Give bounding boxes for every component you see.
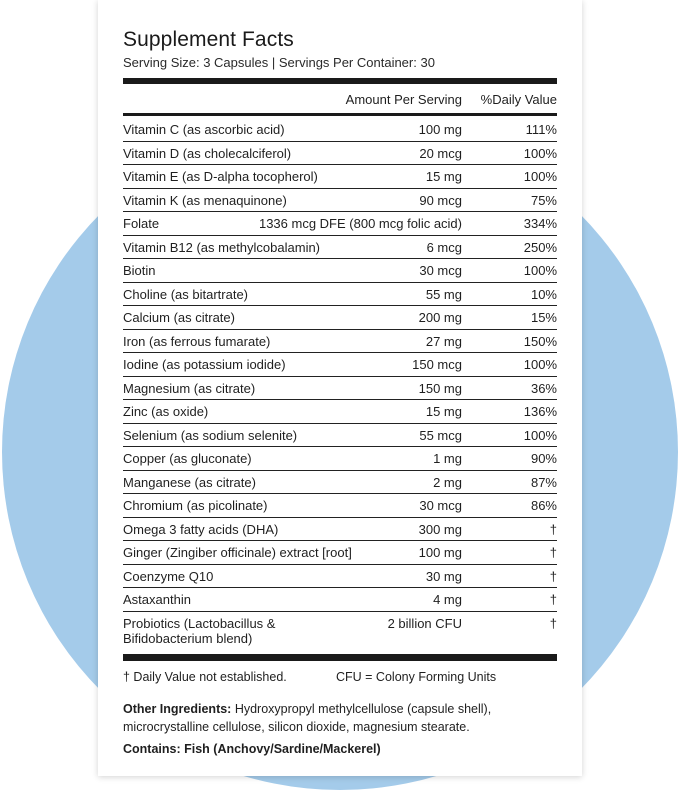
- nutrient-name: Copper (as gluconate): [123, 451, 252, 466]
- nutrient-daily-value: 136%: [523, 404, 557, 419]
- nutrient-daily-value: 100%: [523, 169, 557, 184]
- nutrient-name: Ginger (Zingiber officinale) extract [root]: [123, 545, 352, 560]
- nutrient-row: [123, 612, 557, 650]
- footnote-daily-value: † Daily Value not established.: [123, 670, 287, 684]
- nutrient-row: [123, 447, 557, 471]
- nutrient-name: Iodine (as potassium iodide): [123, 357, 286, 372]
- nutrient-row: [123, 118, 557, 142]
- nutrient-amount: 4 mg: [433, 592, 462, 607]
- nutrient-amount: 300 mg: [418, 521, 462, 537]
- nutrient-row: [123, 283, 557, 307]
- nutrient-amount: 15 mg: [425, 169, 462, 184]
- nutrient-row: [123, 588, 557, 612]
- nutrient-row: [123, 565, 557, 589]
- nutrient-amount: 1336 mcg DFE (800 mcg folic acid): [258, 216, 462, 231]
- amount-column-header: Amount Per Serving: [345, 92, 462, 107]
- nutrient-name: Magnesium (as citrate): [123, 380, 256, 396]
- nutrient-row: [123, 377, 557, 401]
- nutrient-daily-value: 90%: [530, 451, 557, 466]
- nutrient-row: [123, 330, 557, 354]
- nutrient-amount: 20 mcg: [419, 145, 462, 161]
- nutrient-name: Vitamin E (as D-alpha tocopherol): [123, 169, 318, 184]
- nutrient-amount: 15 mg: [425, 404, 462, 419]
- nutrient-row: [123, 518, 557, 542]
- allergen-contains: Contains: Fish (Anchovy/Sardine/Mackerel): [123, 742, 381, 756]
- nutrient-row: [123, 142, 557, 166]
- nutrient-daily-value: 15%: [530, 310, 557, 325]
- nutrient-amount: 6 mcg: [426, 239, 462, 255]
- nutrient-daily-value: †: [549, 615, 557, 631]
- nutrient-row: [123, 306, 557, 330]
- footnote-cfu: CFU = Colony Forming Units: [336, 670, 497, 684]
- nutrient-daily-value: 150%: [523, 333, 557, 349]
- nutrient-name: Folate: [123, 216, 160, 231]
- bottom-rule: [123, 654, 557, 661]
- nutrient-amount: 100 mg: [418, 122, 462, 137]
- nutrient-daily-value: 100%: [523, 357, 557, 372]
- nutrient-name: Calcium (as citrate): [123, 310, 235, 325]
- nutrient-name: Omega 3 fatty acids (DHA): [123, 521, 279, 537]
- nutrient-name: Chromium (as picolinate): [123, 498, 268, 513]
- nutrient-daily-value: 10%: [530, 286, 557, 302]
- nutrient-daily-value: 100%: [523, 263, 557, 278]
- nutrient-daily-value: 100%: [523, 145, 557, 161]
- nutrient-row: [123, 189, 557, 213]
- nutrient-amount: 30 mg: [425, 568, 462, 584]
- nutrient-amount: 200 mg: [418, 310, 462, 325]
- nutrient-row: [123, 259, 557, 283]
- nutrient-row: [123, 236, 557, 260]
- nutrient-amount: 27 mg: [425, 333, 462, 349]
- nutrient-daily-value: †: [549, 545, 557, 560]
- header-rule: [123, 113, 557, 116]
- nutrient-name: Iron (as ferrous fumarate): [123, 333, 271, 349]
- nutrient-daily-value: 250%: [523, 239, 557, 255]
- nutrient-row: [123, 541, 557, 565]
- nutrient-row: [123, 424, 557, 448]
- nutrient-daily-value: 75%: [530, 192, 557, 208]
- nutrient-name: Selenium (as sodium selenite): [123, 427, 298, 443]
- nutrient-daily-value: †: [549, 592, 557, 607]
- nutrient-daily-value: 100%: [523, 427, 557, 443]
- nutrient-row: [123, 212, 557, 236]
- nutrient-amount: 100 mg: [418, 545, 462, 560]
- nutrient-amount: 55 mcg: [419, 427, 462, 443]
- nutrient-name: Choline (as bitartrate): [123, 286, 248, 302]
- nutrient-daily-value: 86%: [530, 498, 557, 513]
- nutrient-amount: 2 billion CFU: [387, 615, 462, 631]
- top-rule: [123, 78, 557, 84]
- other-ingredients: [123, 700, 563, 736]
- nutrient-row: [123, 353, 557, 377]
- nutrient-name: Vitamin C (as ascorbic acid): [123, 122, 285, 137]
- nutrient-amount: 30 mcg: [419, 498, 462, 513]
- nutrient-row: [123, 165, 557, 189]
- nutrient-name: Coenzyme Q10: [123, 568, 214, 584]
- nutrient-amount: 150 mg: [418, 380, 462, 396]
- nutrient-name: Probiotics (Lactobacillus & Bifidobacterium blend): [123, 615, 276, 646]
- nutrient-name: Astaxanthin: [123, 592, 191, 607]
- nutrient-amount: 150 mcg: [412, 357, 462, 372]
- nutrient-name: Vitamin B12 (as methylcobalamin): [123, 239, 321, 255]
- nutrient-row: [123, 471, 557, 495]
- nutrient-amount: 55 mg: [425, 286, 462, 302]
- nutrient-name: Vitamin D (as cholecalciferol): [123, 145, 292, 161]
- nutrient-daily-value: 36%: [530, 380, 557, 396]
- nutrient-daily-value: †: [549, 568, 557, 584]
- other-ingredients-label: Other Ingredients:: [123, 702, 232, 716]
- nutrient-table: [123, 118, 557, 650]
- serving-info: Serving Size: 3 Capsules | Servings Per Container: 30: [123, 55, 435, 70]
- nutrient-amount: 2 mg: [433, 474, 462, 490]
- other-ingredients-text: Hydroxypropyl methylcellulose (capsule shell), microcrystalline cellulose, silicon dioxide, magnesium stearate.: [123, 702, 492, 734]
- nutrient-daily-value: †: [549, 521, 557, 537]
- daily-value-column-header: %Daily Value: [480, 92, 557, 107]
- nutrient-daily-value: 111%: [525, 122, 557, 137]
- nutrient-name: Biotin: [123, 263, 156, 278]
- nutrient-name: Vitamin K (as menaquinone): [123, 192, 287, 208]
- nutrient-amount: 30 mcg: [419, 263, 462, 278]
- nutrient-row: [123, 400, 557, 424]
- nutrient-name: Manganese (as citrate): [123, 474, 256, 490]
- nutrient-daily-value: 334%: [523, 216, 557, 231]
- nutrient-daily-value: 87%: [530, 474, 557, 490]
- supplement-facts-label: [98, 0, 582, 776]
- nutrient-amount: 1 mg: [433, 451, 462, 466]
- nutrient-amount: 90 mcg: [419, 192, 462, 208]
- nutrient-row: [123, 494, 557, 518]
- nutrient-name: Zinc (as oxide): [123, 404, 209, 419]
- label-title: Supplement Facts: [123, 28, 294, 51]
